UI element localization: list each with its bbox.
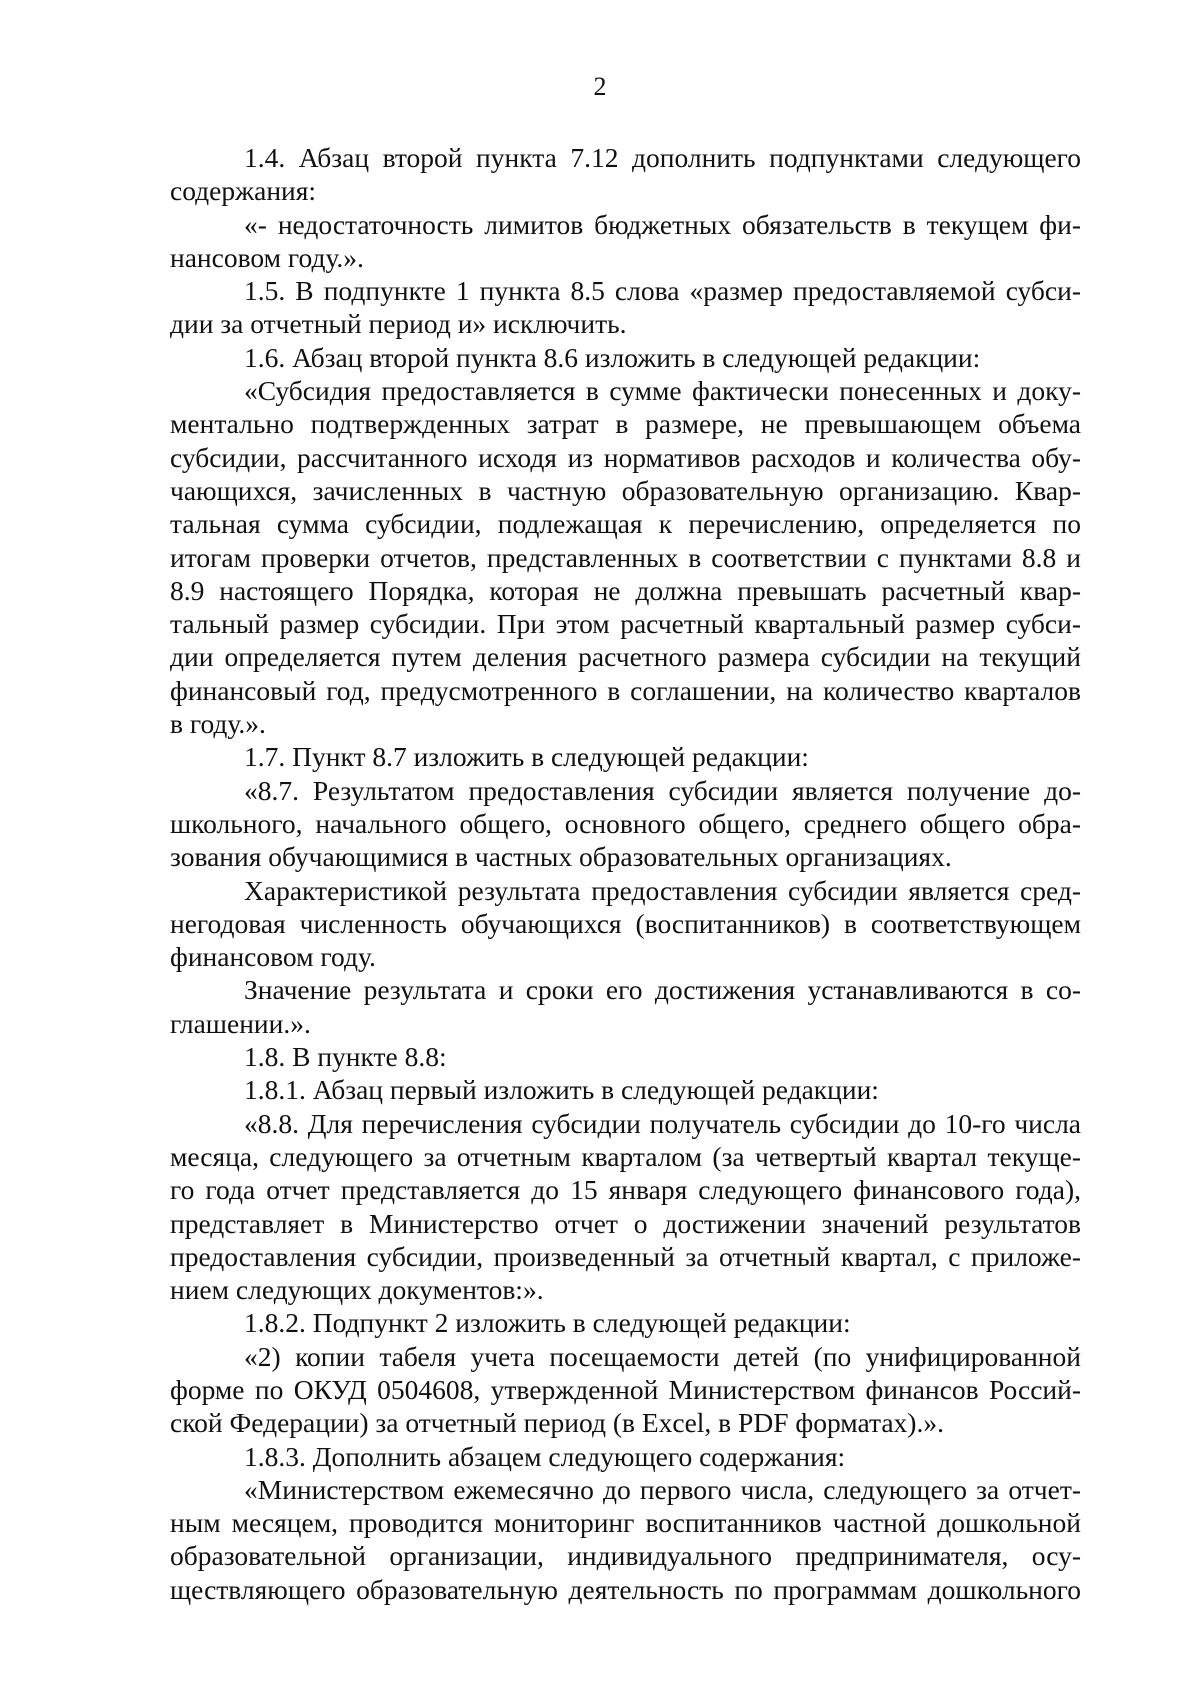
text-line: итогам проверки отчетов, представленных в соответствии с пунктами 8.8 и bbox=[170, 541, 1081, 573]
text-line: финансовом году. bbox=[170, 941, 376, 973]
text-line: дии определяется путем деления расчетного размера субсидии на текущий bbox=[170, 641, 1081, 673]
text-line: глашении.». bbox=[170, 1007, 311, 1039]
text-line: 1.8. В пункте 8.8: bbox=[244, 1041, 447, 1073]
text-line: ментально подтвержденных затрат в размере, не превышающем объема bbox=[170, 408, 1081, 440]
text-line: «8.7. Результатом предоставления субсидии является получение до- bbox=[244, 774, 1081, 806]
text-line: «- недостаточность лимитов бюджетных обязательств в текущем фи- bbox=[244, 208, 1081, 240]
text-line: 1.6. Абзац второй пункта 8.6 изложить в следующей редакции: bbox=[244, 341, 981, 373]
text-line: «8.8. Для перечисления субсидии получатель субсидии до 10-го числа bbox=[244, 1107, 1081, 1139]
text-line: «2) копии табеля учета посещаемости детей (по унифицированной bbox=[244, 1340, 1081, 1372]
text-line: Характеристикой результата предоставления субсидии является сред- bbox=[244, 874, 1081, 906]
text-line: «Субсидия предоставляется в сумме фактически понесенных и доку- bbox=[244, 375, 1081, 407]
text-line: чающихся, зачисленных в частную образовательную организацию. Квар- bbox=[170, 474, 1081, 506]
text-line: субсидии, рассчитанного исходя из нормативов расходов и количества обу- bbox=[170, 441, 1081, 473]
text-line: 1.7. Пункт 8.7 изложить в следующей редакции: bbox=[244, 741, 809, 773]
page-number: 2 bbox=[593, 72, 607, 101]
text-line: 1.5. В подпункте 1 пункта 8.5 слова «размер предоставляемой субси- bbox=[244, 275, 1081, 307]
text-line: 1.8.1. Абзац первый изложить в следующей редакции: bbox=[244, 1074, 879, 1106]
text-line: тальный размер субсидии. При этом расчетный квартальный размер субси- bbox=[170, 608, 1081, 640]
text-line: содержания: bbox=[170, 175, 317, 207]
text-line: дии за отчетный период и» исключить. bbox=[170, 308, 627, 340]
text-line: тальная сумма субсидии, подлежащая к перечислению, определяется по bbox=[170, 508, 1081, 540]
document-body bbox=[170, 141, 1081, 1606]
text-line: 1.4. Абзац второй пункта 7.12 дополнить подпунктами следующего bbox=[244, 142, 1081, 173]
text-line: ской Федерации) за отчетный период (в Excel, в PDF форматах).». bbox=[170, 1407, 944, 1439]
text-line: в году.». bbox=[170, 708, 266, 740]
text-line: школьного, начального общего, основного общего, среднего общего обра- bbox=[170, 807, 1081, 839]
text-line: образовательной организации, индивидуального предпринимателя, осу- bbox=[170, 1540, 1081, 1572]
text-line: «Министерством ежемесячно до первого числа, следующего за отчет- bbox=[244, 1473, 1081, 1505]
text-line: ным месяцем, проводится мониторинг воспитанников частной дошкольной bbox=[170, 1507, 1081, 1539]
text-line: ществляющего образовательную деятельность по программам дошкольного bbox=[170, 1573, 1081, 1605]
text-line: форме по ОКУД 0504608, утвержденной Министерством финансов Россий- bbox=[170, 1373, 1081, 1405]
text-line: нием следующих документов:». bbox=[170, 1274, 544, 1306]
text-line: 1.8.2. Подпункт 2 изложить в следующей редакции: bbox=[244, 1307, 851, 1339]
text-line: 8.9 настоящего Порядка, которая не должна превышать расчетный квар- bbox=[170, 574, 1081, 606]
text-line: финансовый год, предусмотренного в соглашении, на количество кварталов bbox=[170, 674, 1081, 706]
text-line: зования обучающимися в частных образовательных организациях. bbox=[170, 841, 952, 873]
text-line: нансовом году.». bbox=[170, 241, 364, 273]
text-line: го года отчет представляется до 15 января следующего финансового года), bbox=[170, 1174, 1081, 1206]
text-line: представляет в Министерство отчет о достижении значений результатов bbox=[170, 1207, 1081, 1239]
text-line: месяца, следующего за отчетным кварталом (за четвертый квартал текуще- bbox=[170, 1140, 1081, 1172]
text-line: 1.8.3. Дополнить абзацем следующего содержания: bbox=[244, 1440, 846, 1472]
text-line: Значение результата и сроки его достижения устанавливаются в со- bbox=[244, 974, 1081, 1006]
text-line: негодовая численность обучающихся (воспитанников) в соответствующем bbox=[170, 907, 1081, 939]
text-line: предоставления субсидии, произведенный за отчетный квартал, с приложе- bbox=[170, 1240, 1081, 1272]
